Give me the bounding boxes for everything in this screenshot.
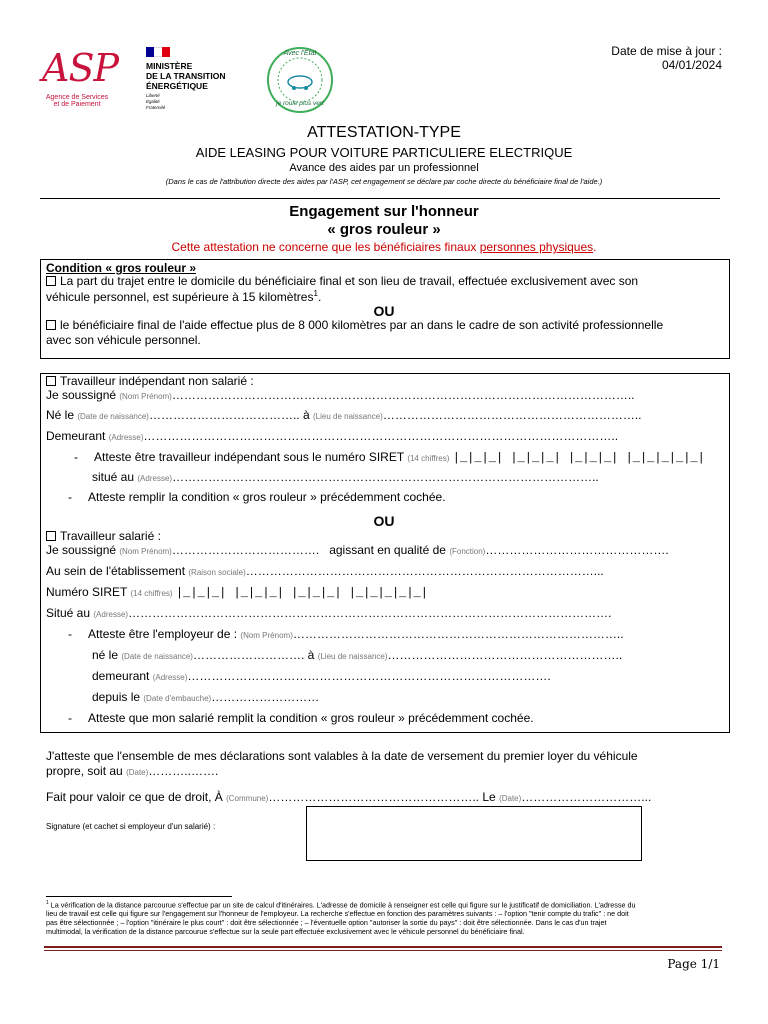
declaration-line2: propre, soit au — [46, 764, 123, 778]
salarie-situe-field[interactable]: Situé au (Adresse)…………………………………………………………………………………………………………. — [46, 606, 612, 620]
siret-mask-2: |_|_|_| |_|_|_| |_|_|_| |_|_|_|_|_| — [175, 586, 428, 600]
situe-au-label: situé au — [92, 470, 135, 484]
footnote-line1-text: La vérification de la distance parcourue s'effectue par un site de calcul d'itinéraires. L'adresse de domicile à renseigner est celle qui figure sur le justificatif de domiciliation. L'adresse du — [50, 900, 636, 910]
ministry-line3: ÉNERGÉTIQUE — [146, 81, 208, 91]
indep-birth-field[interactable]: Né le (Date de naissance)……………………………….. à (Lieu de naissance)……………………………………………………….. — [46, 408, 642, 422]
indep-atteste-condition — [68, 490, 446, 504]
employe-birth-field[interactable]: né le (Date de naissance)………………………. à (Lieu de naissance)………………………………………………….. — [92, 648, 623, 662]
indep-siret-field[interactable] — [74, 450, 705, 465]
indep-name-field[interactable]: Je soussigné (Nom Prénom)…………………………………………………………………………………………………….. — [46, 388, 635, 402]
atteste-siret-label: Atteste être travailleur indépendant sous le numéro SIRET — [94, 450, 404, 464]
condition-option-1 — [46, 274, 722, 288]
atteste-employeur-label: Atteste être l'employeur de : — [88, 627, 238, 641]
condition-option-2-line2: avec son véhicule personnel. — [46, 333, 201, 347]
condition-option-2-checkbox[interactable] — [46, 320, 56, 330]
dash-2: - — [68, 490, 72, 504]
date-naissance-hint-2: (Date de naissance) — [121, 652, 193, 661]
demeurant-label: Demeurant — [46, 429, 106, 443]
condition-ou: OU — [373, 303, 395, 319]
commune-hint: (Commune) — [226, 794, 269, 803]
footer-rule-thick — [44, 946, 722, 948]
atteste-salarie-text: Atteste que mon salarié remplit la condition « gros rouleur » précédemment cochée. — [88, 711, 534, 725]
motto-2: Égalité — [146, 99, 160, 104]
siret-14-hint-2: (14 chiffres) — [130, 589, 173, 598]
condition-option-1-line2: véhicule personnel, est supérieure à 15 kilomètres — [46, 290, 314, 304]
condition-option-1-line1: La part du trajet entre le domicile du bénéficiaire final et son lieu de travail, effectuée exclusivement avec son — [60, 274, 639, 288]
condition-option-2 — [46, 318, 663, 332]
salarie-name-field[interactable]: Je soussigné (Nom Prénom)………………………………. agissant en qualité de (Fonction)………………………………………. — [46, 543, 669, 557]
notice-link[interactable]: personnes physiques — [479, 240, 594, 254]
fonction-hint: (Fonction) — [449, 547, 486, 556]
employeur-field[interactable]: - Atteste être l'employeur de : (Nom Prénom)……………………………………………………………………….. — [68, 627, 624, 641]
adresse-hint: (Adresse) — [108, 433, 144, 442]
condition-option-1-checkbox[interactable] — [46, 276, 56, 286]
atteste-condition-text: Atteste remplir la condition « gros rouleur » précédemment cochée. — [88, 490, 446, 504]
update-date-label: Date de mise à jour : — [611, 44, 722, 58]
adresse-hint-4: (Adresse) — [152, 673, 188, 682]
condition-option-1-end: . — [317, 290, 322, 304]
indep-address-field[interactable]: Demeurant (Adresse)……………………………………………………………………………………………………….. — [46, 429, 619, 443]
lieu-naissance-hint: (Lieu de naissance) — [313, 412, 383, 421]
footnote-line4: multimodal, la vérification de la distance parcourue s'effectue sur la seule part effectuée exclusivement avec le véhicule personnel du bénéficiaire final. — [46, 927, 525, 937]
condition-option-2-line1: le bénéficiaire final de l'aide effectue plus de 8 000 kilomètres par an dans le cadre de son activité professionnelle — [60, 318, 664, 332]
fait-pour-label: Fait pour valoir ce que de droit, À — [46, 790, 223, 804]
indep-title — [46, 374, 254, 388]
french-flag-icon — [146, 47, 170, 57]
siret-14-hint: (14 chiffres) — [407, 454, 450, 463]
ministry-line1: MINISTÈRE — [146, 61, 193, 71]
attestation-subtitle: AIDE LEASING POUR VOITURE PARTICULIERE ELECTRIQUE — [195, 145, 573, 160]
numero-siret-label: Numéro SIRET — [46, 585, 128, 599]
le-label: Le — [482, 790, 496, 804]
employe-embauche-field[interactable]: depuis le (Date d'embauche)……………………… — [92, 690, 320, 704]
salarie-title-text: Travailleur salarié : — [60, 529, 161, 543]
engagement-subtitle: « gros rouleur » — [327, 221, 441, 238]
indep-situe-field[interactable]: situé au (Adresse)…………………………………………………………………………………………….. — [92, 470, 599, 484]
a-label: à — [302, 408, 310, 422]
condition-heading: Condition « gros rouleur » — [46, 261, 197, 275]
au-sein-label: Au sein de l'établissement — [46, 564, 186, 578]
date-embauche-hint: (Date d'embauche) — [143, 694, 212, 703]
situe-au-cap-label: Situé au — [46, 606, 91, 620]
date-hint: (Date) — [126, 768, 149, 777]
demeurant-lower-label: demeurant — [92, 669, 150, 683]
ministry-line2: DE LA TRANSITION — [146, 71, 226, 81]
dash-3: - — [68, 627, 72, 641]
nom-prenom-hint: (Nom Prénom) — [119, 392, 172, 401]
footnote-ref: 1 — [313, 289, 318, 298]
asp-org-line1: Agence de Services — [45, 94, 109, 101]
ne-le-lower-label: né le — [92, 648, 119, 662]
je-roule-plus-vert-badge — [266, 46, 334, 114]
fait-pour-field[interactable]: Fait pour valoir ce que de droit, À (Commune)…………………………………………….. Le (Date)…………………………... — [46, 790, 652, 804]
declaration-date-field[interactable]: propre, soit au (Date)………..……. — [46, 764, 219, 778]
update-date-value: 04/01/2024 — [661, 58, 722, 72]
salarie-siret-field[interactable] — [46, 585, 428, 600]
condition-option-1-cont — [46, 289, 321, 304]
title-divider — [40, 198, 720, 199]
signature-label: Signature (et cachet si employeur d'un salarié) : — [46, 822, 216, 831]
je-soussigne-label: Je soussigné — [46, 388, 117, 402]
salarie-atteste-condition — [68, 711, 534, 725]
declaration-line1: J'atteste que l'ensemble de mes déclarations sont valables à la date de versement du premier loyer du véhicule — [46, 749, 638, 763]
adresse-hint-2: (Adresse) — [137, 474, 173, 483]
indep-title-text: Travailleur indépendant non salarié : — [60, 374, 254, 388]
footnote-number: 1 — [46, 900, 49, 906]
date-hint-2: (Date) — [499, 794, 522, 803]
footnote-line2: lieu de travail est celle qui figure sur l'engagement sur l'honneur de l'employeur. La recherche s'effectue en fonction des paramètres suivants : – l'option "tenir compte du trafic" : ne doit — [46, 909, 629, 919]
asp-logo — [42, 46, 119, 116]
ne-le-label: Né le — [46, 408, 75, 422]
footnote-line3: pas être sélectionnée ; – l'option "itinéraire le plus court" : doit être sélectionnée ; – l'éventuelle option "autoriser la sortie du pays" : doit être sélectionnée. Dans le cas d'un trajet — [46, 918, 607, 928]
notice-text: Cette attestation ne concerne que les bénéficiaires finaux — [171, 240, 480, 254]
asp-org-line2: et de Paiement — [53, 101, 101, 108]
attestation-title: ATTESTATION-TYPE — [307, 124, 461, 141]
depuis-le-label: depuis le — [92, 690, 141, 704]
update-date — [611, 44, 722, 72]
footnote-rule — [46, 896, 232, 897]
salarie-title — [46, 529, 161, 543]
motto-3: Fraternité — [146, 105, 166, 110]
agissant-label: agissant en qualité de — [329, 543, 446, 557]
lieu-naissance-hint-2: (Lieu de naissance) — [317, 652, 388, 661]
engagement-title: Engagement sur l'honneur — [289, 203, 479, 220]
salarie-etablissement-field[interactable]: Au sein de l'établissement (Raison sociale)……………………………………………………………………………... — [46, 564, 604, 578]
salarie-checkbox[interactable] — [46, 531, 56, 541]
form-ou: OU — [373, 513, 395, 529]
asp-logo-wordmark: ASP — [42, 46, 119, 90]
attestation-note: (Dans le cas de l'attribution directe des aides par l'ASP, cet engagement se déclare par coche directe du bénéficiaire final de l'aide.) — [165, 177, 603, 186]
engagement-notice — [40, 240, 728, 254]
ministry-logo — [146, 47, 246, 110]
badge-top-text: Avec l'État — [283, 50, 317, 57]
adresse-hint-3: (Adresse) — [93, 610, 129, 619]
nom-prenom-hint-2: (Nom Prénom) — [119, 547, 172, 556]
a-label-2: à — [307, 648, 315, 662]
notice-period: . — [593, 240, 597, 254]
siret-mask: |_|_|_| |_|_|_| |_|_|_| |_|_|_|_|_| — [452, 451, 705, 465]
page-number: Page 1/1 — [667, 957, 720, 971]
footnote — [46, 899, 720, 936]
motto-1: Liberté — [146, 93, 160, 98]
je-soussigne-label-2: Je soussigné — [46, 543, 117, 557]
raison-sociale-hint: (Raison sociale) — [188, 568, 246, 577]
footer-rule-thin — [44, 950, 722, 951]
date-naissance-hint: (Date de naissance) — [77, 412, 149, 421]
nom-prenom-hint-3: (Nom Prénom) — [240, 631, 293, 640]
badge-bottom-text: je roule plus vert — [276, 100, 324, 107]
employe-address-field[interactable]: demeurant (Adresse)………………………………………………………………………………. — [92, 669, 551, 683]
signature-box[interactable] — [306, 806, 642, 861]
footnote-line1 — [46, 899, 720, 909]
dash: - — [74, 450, 78, 464]
dash-4: - — [68, 711, 72, 725]
attestation-line3: Avance des aides par un professionnel — [289, 162, 479, 174]
indep-checkbox[interactable] — [46, 376, 56, 386]
